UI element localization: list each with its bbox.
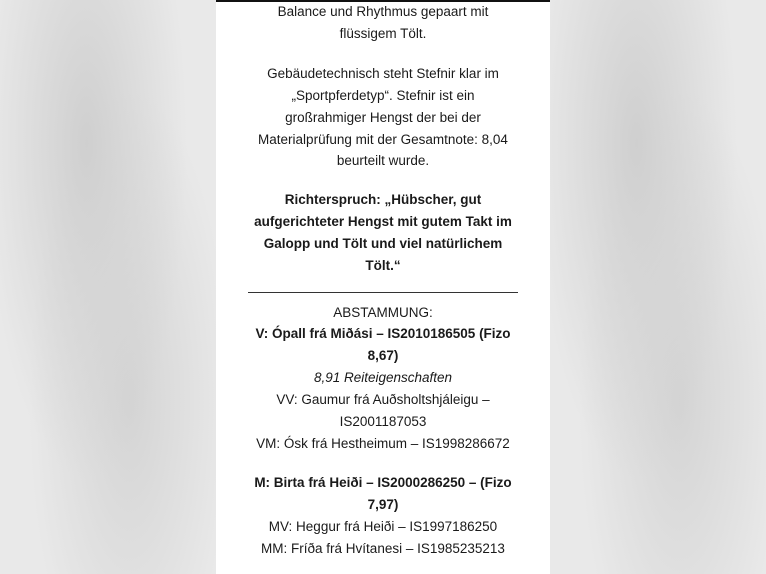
intro-line-1: Balance und Rhythmus gepaart mit xyxy=(277,4,489,19)
description-line-1: Gebäudetechnisch steht Stefnir klar im xyxy=(267,66,499,81)
sire-dam: VM: Ósk frá Hestheimum – IS1998286672 xyxy=(256,436,510,451)
sire-riding-score: 8,91 Reiteigenschaften xyxy=(313,370,453,385)
dam-line-1: M: Birta frá Heiði – IS2000286250 – (Fizo xyxy=(254,475,512,490)
verdict-line-3: Galopp und Tölt und viel natürlichem xyxy=(263,236,503,251)
dam-line-2: 7,97) xyxy=(367,497,399,512)
verdict-line-4: Tölt.“ xyxy=(365,258,401,273)
description-line-3: großrahmiger Hengst der bei der xyxy=(285,110,481,125)
listing-text-panel xyxy=(216,0,550,574)
blurred-background-right xyxy=(550,0,766,574)
intro-line-2: flüssigem Tölt. xyxy=(339,26,427,41)
sire-sire-line-2: IS2001187053 xyxy=(339,414,427,429)
description-line-5: beurteilt wurde. xyxy=(336,153,430,168)
verdict-line-1: Richterspruch: „Hübscher, gut xyxy=(284,192,482,207)
dam-dam: MM: Fríða frá Hvítanesi – IS1985235213 xyxy=(261,541,505,556)
pedigree-heading: ABSTAMMUNG: xyxy=(333,305,433,320)
sire-line-1: V: Ópall frá Miðási – IS2010186505 (Fizo xyxy=(255,326,511,341)
description-line-2: „Sportpferdetyp“. Stefnir ist ein xyxy=(291,88,475,103)
verdict-line-2: aufgerichteter Hengst mit gutem Takt im xyxy=(254,214,512,229)
sire-sire-line-1: VV: Gaumur frá Auðsholtshjáleigu – xyxy=(276,392,490,407)
blurred-background-left xyxy=(0,0,216,574)
description-line-4: Materialprüfung mit der Gesamtnote: 8,04 xyxy=(258,132,508,147)
dam-sire: MV: Heggur frá Heiði – IS1997186250 xyxy=(268,519,498,534)
sire-line-2: 8,67) xyxy=(367,348,399,363)
section-divider xyxy=(248,292,518,293)
